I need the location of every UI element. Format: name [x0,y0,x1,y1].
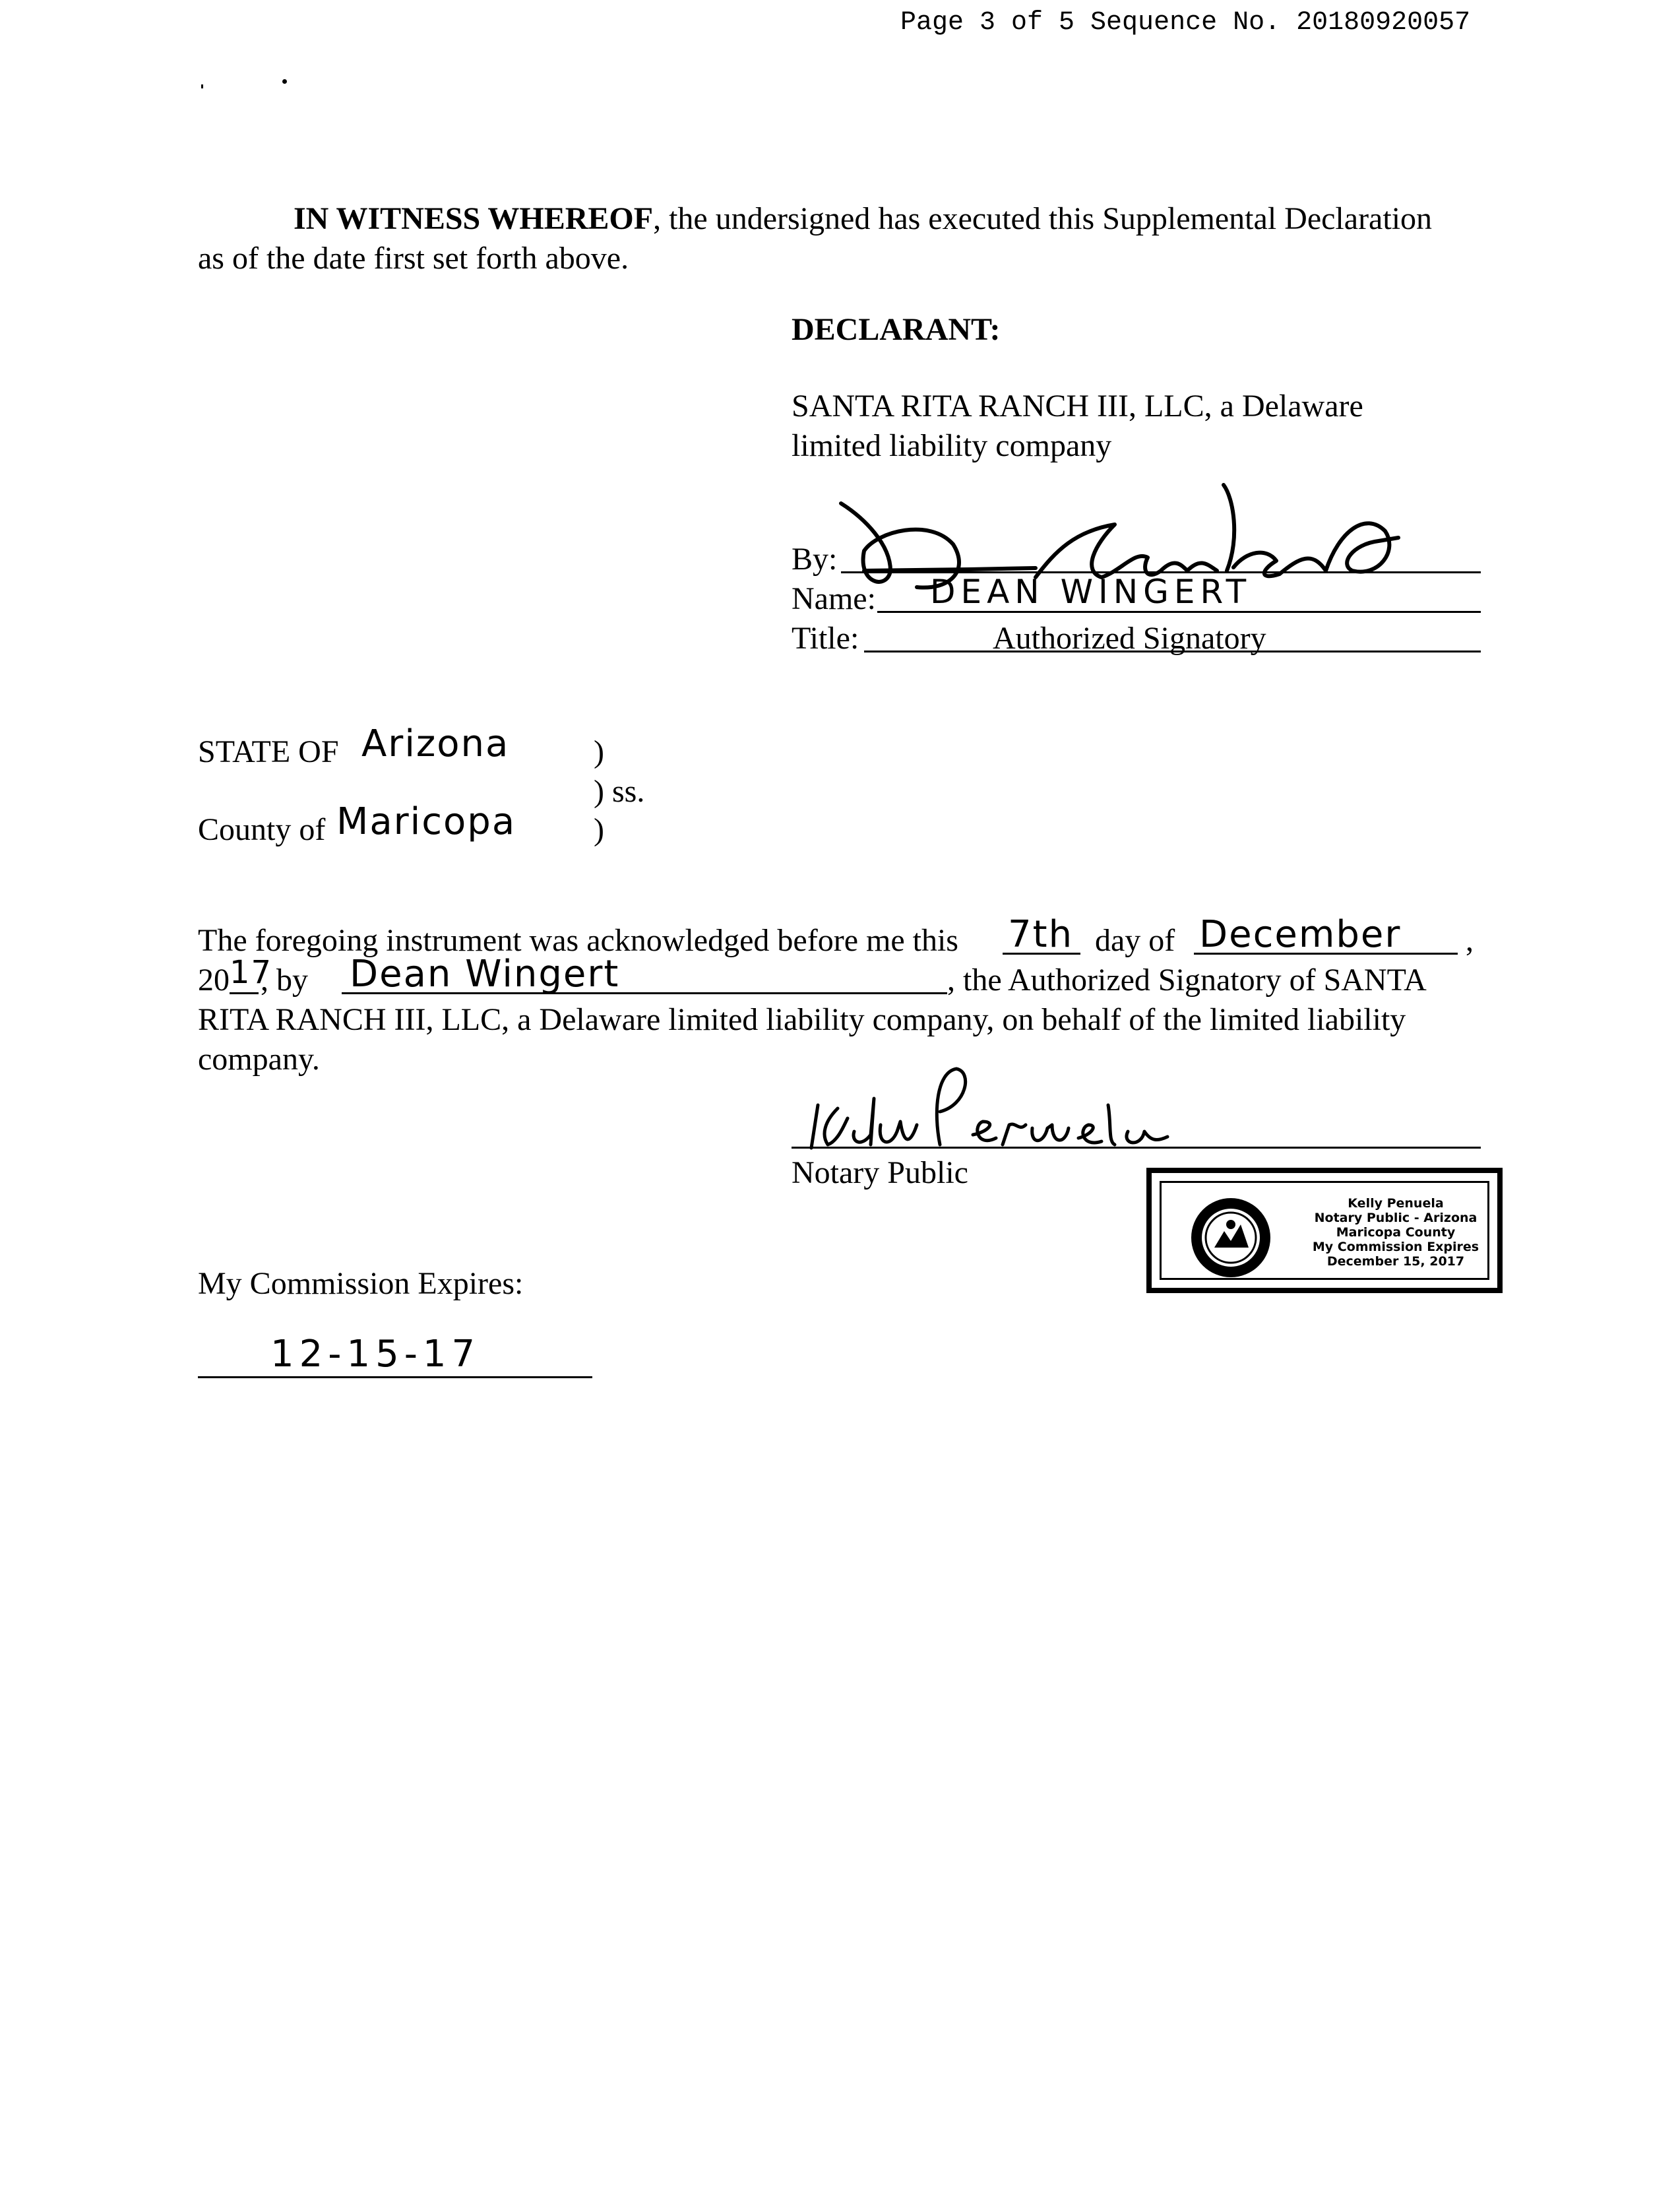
state-paren: ) [594,734,604,769]
ack-by: , by [261,963,308,998]
county-value: Maricopa [336,800,516,843]
commission-label: My Commission Expires: [198,1266,524,1301]
state-value: Arizona [361,722,510,765]
stamp-line: Kelly Penuela [1348,1196,1444,1211]
person-value: Dean Wingert [350,953,620,996]
name-value: DEAN WINGERT [930,573,1252,611]
state-label: STATE OF [198,734,339,769]
ss-label: ) ss. [594,774,645,809]
stamp-inner-border [1160,1181,1489,1280]
name-line [877,611,1481,613]
title-value: Authorized Signatory [993,621,1266,656]
page-sequence-header: Page 3 of 5 Sequence No. 20180920057 [900,8,1471,38]
title-label: Title: [792,621,859,656]
declarant-signature [838,472,1418,610]
name-label: Name: [792,581,876,616]
declarant-entity [792,387,1363,466]
witness-paragraph [198,199,1491,278]
stamp-line: Maricopa County [1336,1225,1456,1240]
scan-mark [282,79,287,84]
ack-line4: company. [198,1042,320,1077]
commission-date: 12-15-17 [270,1333,481,1376]
scan-mark [201,84,203,88]
year-line [230,992,259,994]
witness-line2: as of the date first set forth above. [198,241,629,276]
ack-line3: RITA RANCH III, LLC, a Delaware limited liability company, on behalf of the limited liability [198,1002,1406,1037]
county-label: County of [198,812,326,847]
entity-line1: SANTA RITA RANCH III, LLC, a Delaware [792,389,1363,424]
by-label: By: [792,542,838,577]
notary-stamp [1146,1168,1503,1293]
state-seal-icon [1188,1195,1274,1281]
commission-line [198,1376,592,1378]
month-value: December [1199,913,1402,956]
notary-signature-line [792,1147,1481,1149]
county-paren: ) [594,812,604,847]
ack-dayof: day of [1095,923,1175,958]
signature-icon [841,485,1398,588]
ack-signatory: , the Authorized Signatory of SANTA [947,963,1427,998]
stamp-text [1293,1196,1498,1269]
notary-label: Notary Public [792,1155,968,1190]
witness-bold: IN WITNESS WHEREOF [294,201,654,236]
notary-signature [798,1059,1220,1158]
day-value: 7th [1008,913,1074,956]
declarant-heading: DECLARANT: [792,312,1001,347]
ack-text: The foregoing instrument was acknowledged before me this [198,923,958,958]
signature-icon [811,1069,1167,1148]
ack-comma: , [1466,923,1474,958]
year-value: 17 [230,954,273,991]
stamp-line: My Commission Expires [1312,1240,1479,1254]
entity-line2: limited liability company [792,428,1112,463]
stamp-line: Notary Public - Arizona [1314,1211,1478,1225]
ack-year-prefix: 20 [198,963,230,998]
witness-text: , the undersigned has executed this Supplemental Declaration [653,201,1433,236]
stamp-line: December 15, 2017 [1326,1254,1465,1269]
